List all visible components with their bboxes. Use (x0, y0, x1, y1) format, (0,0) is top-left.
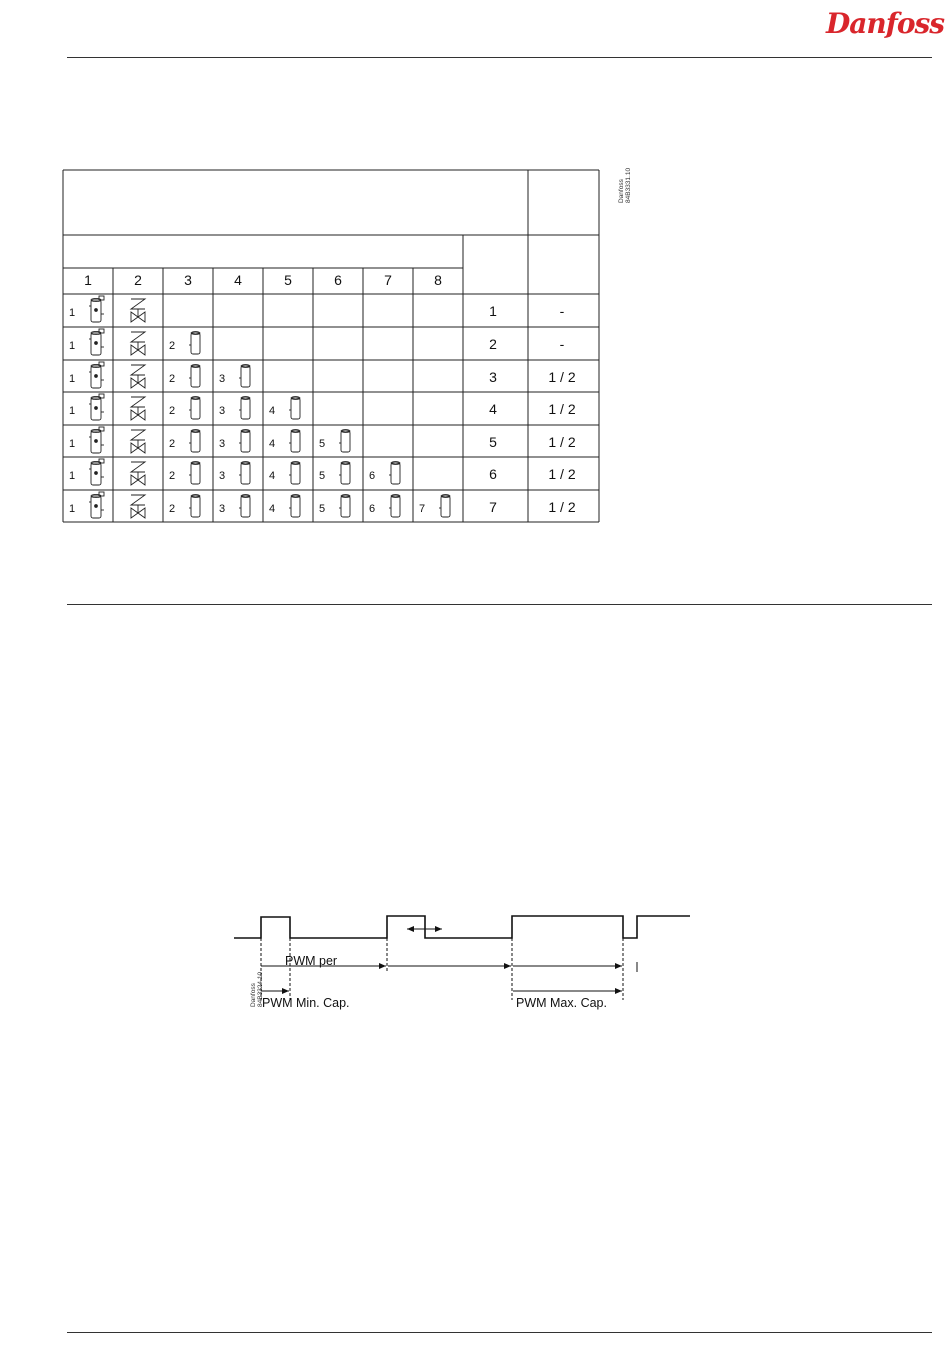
compressor-number: 4 (269, 438, 276, 450)
column-number: 1 (84, 272, 92, 288)
compressor-number: 3 (219, 470, 226, 482)
compressor-number: 3 (219, 373, 226, 385)
column-number: 8 (434, 272, 442, 288)
table-figure-id: Danfoss 84B3331.10 (618, 167, 632, 203)
column-number: 3 (184, 272, 192, 288)
capacity-ratio: 1 / 2 (548, 401, 576, 417)
column-number: 4 (234, 272, 242, 288)
column-number: 5 (284, 272, 292, 288)
compressor-number: 3 (219, 405, 226, 417)
pwm-period-label: PWM per (285, 954, 338, 968)
compressor-number: 4 (269, 470, 276, 482)
capacity-ratio: 1 / 2 (548, 499, 576, 515)
column-number: 7 (384, 272, 392, 288)
compressor-count: 6 (489, 466, 497, 482)
compressor-number: 1 (69, 405, 76, 417)
compressor-number: 5 (319, 470, 326, 482)
compressor-number: 2 (169, 373, 176, 385)
compressor-number: 2 (169, 438, 176, 450)
compressor-number: 5 (319, 503, 326, 515)
compressor-count: 3 (489, 369, 497, 385)
compressor-count: 1 (489, 303, 497, 319)
capacity-ratio: 1 / 2 (548, 434, 576, 450)
compressor-number: 6 (369, 470, 376, 482)
capacity-ratio: 1 / 2 (548, 369, 576, 385)
compressor-number: 2 (169, 470, 176, 482)
compressor-number: 1 (69, 438, 76, 450)
footer-rule (67, 1332, 932, 1333)
compressor-count: 4 (489, 401, 497, 417)
compressor-number: 5 (319, 438, 326, 450)
compressor-count: 5 (489, 434, 497, 450)
compressor-number: 4 (269, 503, 276, 515)
pwm-max-cap-label: PWM Max. Cap. (516, 996, 607, 1010)
compressor-number: 1 (69, 307, 76, 319)
column-number: 6 (334, 272, 342, 288)
compressor-number: 3 (219, 503, 226, 515)
compressor-count: 7 (489, 499, 497, 515)
compressor-number: 7 (419, 503, 426, 515)
compressor-number: 2 (169, 340, 176, 352)
pwm-figure-id: Danfoss 84B3324.10 (250, 971, 264, 1007)
compressor-number: 1 (69, 340, 76, 352)
pwm-waveform (234, 916, 690, 938)
compressor-number: 2 (169, 405, 176, 417)
pwm-min-cap-label: PWM Min. Cap. (262, 996, 350, 1010)
compressor-number: 1 (69, 503, 76, 515)
danfoss-logo: Danfoss (826, 7, 945, 40)
capacity-ratio: - (559, 303, 565, 319)
compressor-number: 1 (69, 470, 76, 482)
compressor-number: 4 (269, 405, 276, 417)
capacity-ratio: 1 / 2 (548, 466, 576, 482)
compressor-count: 2 (489, 336, 497, 352)
compressor-number: 6 (369, 503, 376, 515)
compressor-number: 3 (219, 438, 226, 450)
capacity-ratio: - (559, 336, 565, 352)
column-number: 2 (134, 272, 142, 288)
compressor-number: 2 (169, 503, 176, 515)
compressor-number: 1 (69, 373, 76, 385)
